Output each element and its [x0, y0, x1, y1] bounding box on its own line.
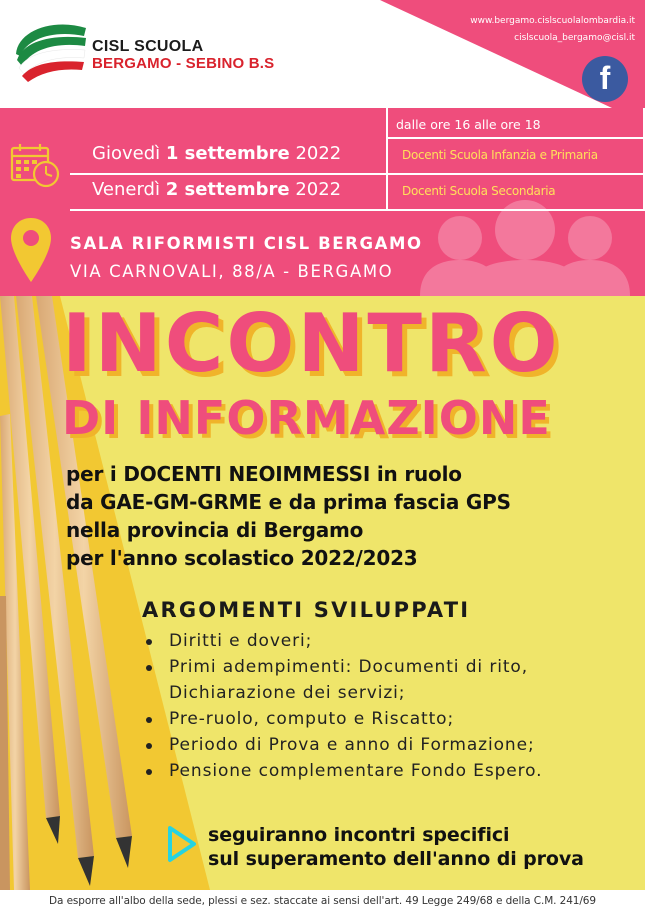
- audience-1: Docenti Scuola Infanzia e Primaria: [402, 148, 598, 162]
- weekday: Giovedì: [92, 143, 161, 164]
- location-pin-icon: [8, 216, 54, 284]
- date-day: 1 settembre: [165, 143, 290, 164]
- intro-line: da GAE-GM-GRME e da prima fascia GPS: [66, 490, 511, 514]
- header: [0, 0, 645, 108]
- brand-name: CISL SCUOLA: [92, 38, 204, 55]
- time-range: dalle ore 16 alle ore 18: [396, 117, 541, 132]
- follow-up-text: [208, 823, 584, 871]
- list-item: Primi adempimenti: Documenti di rito,: [146, 654, 542, 680]
- people-icon: [400, 198, 645, 296]
- calendar-clock-icon: [10, 142, 60, 188]
- date-year: 2022: [295, 179, 342, 200]
- bullet-icon: [146, 717, 152, 723]
- title-line-2: DI INFORMAZIONE: [62, 391, 551, 445]
- facebook-icon[interactable]: [582, 56, 628, 102]
- footer: [0, 890, 645, 915]
- venue-name: SALA RIFORMISTI CISL BERGAMO: [70, 234, 423, 253]
- list-item-continuation: Dichiarazione dei servizi;: [169, 683, 406, 703]
- follow-up-line: sul superamento dell'anno di prova: [208, 848, 584, 870]
- date-day: 2 settembre: [165, 179, 290, 200]
- title-line-1: INCONTRO: [62, 297, 561, 390]
- intro-line: per i DOCENTI NEOIMMESSI in ruolo: [66, 462, 462, 486]
- date-line-1: [92, 143, 341, 164]
- date-line-2: [92, 179, 341, 200]
- intro-line: nella provincia di Bergamo: [66, 518, 364, 542]
- table-line-top: [386, 137, 645, 139]
- topics-heading: ARGOMENTI SVILUPPATI: [142, 598, 471, 622]
- table-line-middle: [70, 173, 645, 175]
- footer-note: Da esporre all'albo della sede, plessi e sez. staccate ai sensi dell'art. 49 Legge 249/68 e della C.M. 241/69: [49, 895, 596, 907]
- bullet-icon: [146, 665, 152, 671]
- bullet-icon: [146, 769, 152, 775]
- schedule-band: [0, 108, 645, 296]
- venue-address: VIA CARNOVALI, 88/A - BERGAMO: [70, 262, 394, 281]
- bullet-icon: [146, 639, 152, 645]
- follow-up-line: seguiranno incontri specifici: [208, 824, 510, 846]
- intro-text: [66, 460, 511, 572]
- table-line-bottom: [70, 209, 645, 211]
- play-arrow-icon: [166, 824, 198, 864]
- website-link[interactable]: www.bergamo.cislscuolalombardia.it: [470, 16, 635, 26]
- email-link[interactable]: cislscuola_bergamo@cisl.it: [514, 33, 635, 43]
- table-line-vertical: [386, 108, 388, 209]
- list-item: Diritti e doveri;: [146, 628, 542, 654]
- audience-2: Docenti Scuola Secondaria: [402, 184, 556, 198]
- list-item: Periodo di Prova e anno di Formazione;: [146, 732, 542, 758]
- bullet-icon: [146, 743, 152, 749]
- weekday: Venerdì: [92, 179, 160, 200]
- main-section: [0, 296, 645, 890]
- list-item: Pre-ruolo, computo e Riscatto;: [146, 706, 542, 732]
- date-year: 2022: [295, 143, 342, 164]
- intro-line: per l'anno scolastico 2022/2023: [66, 546, 418, 570]
- topics-list: [146, 628, 542, 784]
- cisl-logo: [14, 20, 90, 86]
- brand-location: BERGAMO - SEBINO B.S: [92, 55, 275, 72]
- list-item: Pensione complementare Fondo Espero.: [146, 758, 542, 784]
- facebook-letter: f: [599, 60, 611, 96]
